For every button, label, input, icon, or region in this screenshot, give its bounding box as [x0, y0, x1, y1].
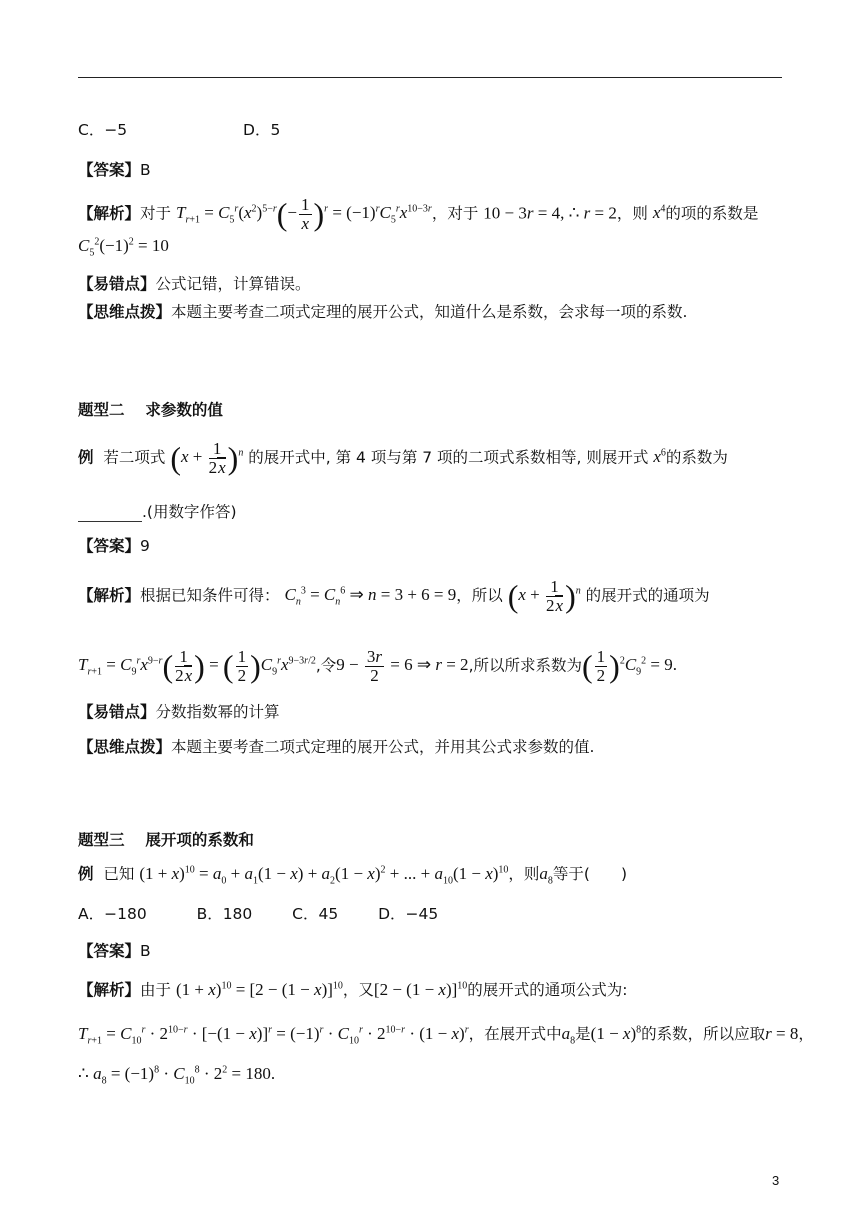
analysis-line-2b: $T_{r+1} = C_9^rx^{9-r}$( $\frac{1}{2x}$ ) = ( $\frac{1}{2}$ )$C_9^rx^{9-3r/2}$,令9 − $\frac{3r}{2}$ = 6 ⇒ r = 2,所以所求系数为( $\frac{1}{2}$ )$^2C_9^2 = 9$. — [78, 647, 677, 685]
answer-blank — [78, 507, 142, 522]
option-d3: D．−45 — [378, 905, 439, 923]
answer-line-2: 【答案】9 — [78, 537, 150, 555]
options-row-cd — [78, 118, 280, 140]
answer-line-1: 【答案】B — [78, 161, 151, 179]
option-c: C．−5 — [78, 121, 128, 139]
option-b: B．180 — [196, 905, 253, 923]
section-heading-3: 题型三 展开项的系数和 — [78, 831, 254, 849]
analysis-result-3: ∴ $a_8 = (-1)^8 \cdot C_{10}^8 \cdot 2^2 = 180$. — [78, 1064, 276, 1087]
header-rule — [78, 77, 782, 78]
answer-value: B — [140, 161, 151, 179]
error-line-2: 【易错点】分数指数幂的计算 — [78, 703, 280, 721]
example-line-2b: .(用数字作答) — [78, 500, 237, 522]
analysis-line-1: 【解析】对于 $T_{r+1} = C_5^r(x^2)^{5-r}(-$ $\frac{1}{x}$ )$^r = (-1)^rC_5^rx^{10-3r}$，对于 10 − 3r = 4, ∴ r = 2，则 $x^4$的项的系数是 — [78, 195, 759, 233]
tip-line-1: 【思维点拨】本题主要考查二项式定理的展开公式，知道什么是系数，会求每一项的系数. — [78, 303, 688, 321]
formula-general-term: $T_{r+1} = C_5^r(x^2)^{5-r}(-$ $\frac{1}{x}$ )$^r = (-1)^rC_5^rx^{10-3r}$ — [175, 195, 432, 233]
analysis-line-3: 【解析】由于 $(1 + x)^{10} = [2 - (1 - x)]^{10}$，又$[2 - (1 - x)]^{10}$的展开式的通项公式为: — [78, 980, 628, 999]
example-line-3: 例 已知 $(1 + x)^{10} = a_0 + a_1(1 - x) + a_2(1 - x)^2$ + ... + $a_{10}(1 - x)^{10}$，则$a_8$等于( ) — [78, 864, 628, 887]
analysis-result-1: $C_5^2(-1)^2 = 10$ — [78, 236, 169, 259]
answer-line-3: 【答案】B — [78, 942, 151, 960]
error-line-1: 【易错点】公式记错，计算错误。 — [78, 275, 311, 293]
analysis-line-2: 【解析】根据已知条件可得： $C_n^3 = C_n^6$ ⇒ n = 3 + 6 = 9，所以 (x + $\frac{1}{2x}$ )$^n$ 的展开式的通项为 — [78, 577, 710, 615]
option-d: D．5 — [243, 121, 281, 139]
option-c3: C．45 — [292, 905, 339, 923]
options-row-3 — [78, 902, 438, 924]
analysis-line-3b: $T_{r+1} = C_{10}^r \cdot 2^{10-r} \cdot [-(1 - x)]^r = (-1)^r \cdot C_{10}^r \cdot 2^{10-r} \cdot (1 - x)^r$，在展开式中$a_8$是$(1 - x)^8$的系数，所以应取r = 8， — [78, 1024, 814, 1047]
page-number: 3 — [772, 1173, 780, 1188]
section-heading-2: 题型二 求参数的值 — [78, 401, 223, 419]
tip-line-2: 【思维点拨】本题主要考查二项式定理的展开公式，并用其公式求参数的值. — [78, 738, 595, 756]
option-a: A．−180 — [78, 905, 147, 923]
example-line-2: 例 若二项式 (x + $\frac{1}{2x}$ )$^n$ 的展开式中, 第 4 项与第 7 项的二项式系数相等, 则展开式 $x^6$的系数为 — [78, 439, 728, 477]
